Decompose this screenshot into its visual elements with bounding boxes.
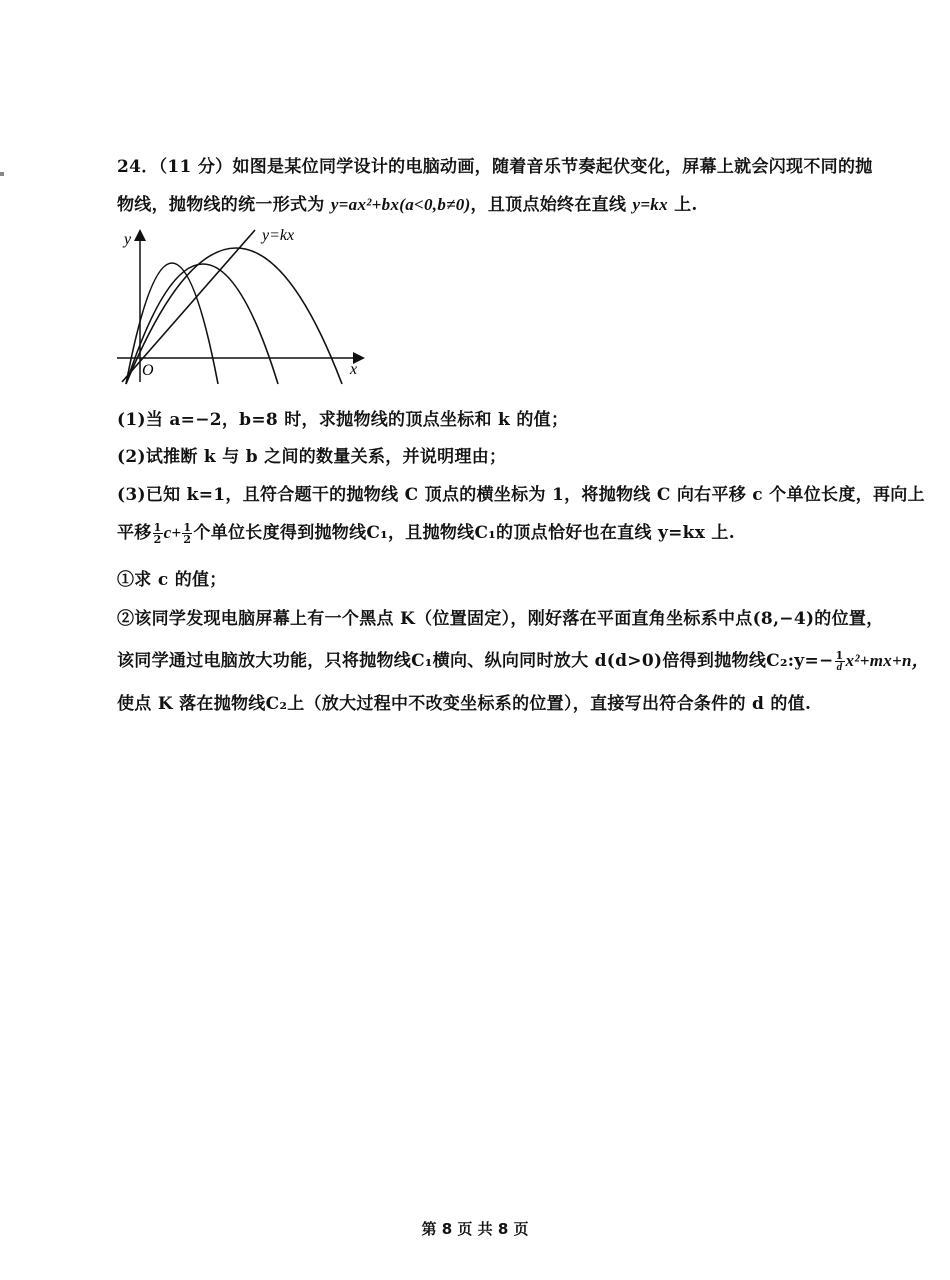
parabola-figure xyxy=(112,222,372,387)
stem-text-a: 物线，抛物线的统一形式为 xyxy=(117,195,331,215)
part-2: (2)试推断 k 与 b 之间的数量关系，并说明理由； xyxy=(117,447,507,467)
sub-question-2-line-1: ②该同学发现电脑屏幕上有一个黑点 K（位置固定），刚好落在平面直角坐标系中点(8,−4)的位置， xyxy=(117,609,884,629)
part-3-text-a: 平移 xyxy=(117,523,152,543)
fraction-half-1 xyxy=(153,522,163,545)
fraction-one-over-d xyxy=(835,650,845,673)
question-stem-line-1 xyxy=(117,152,873,177)
fraction-numerator: 1 xyxy=(183,521,192,534)
line-formula: y=kx xyxy=(632,195,668,214)
scan-mark xyxy=(0,172,4,176)
question-score: （11 分） xyxy=(158,157,233,177)
fraction-denominator: d xyxy=(836,661,843,673)
fraction-numerator: 1 xyxy=(153,521,162,534)
part-3-line-2 xyxy=(117,518,735,545)
part-3-text-c: 个单位长度得到抛物线C₁，且抛物线C₁的顶点恰好也在直线 y=kx 上. xyxy=(193,523,735,543)
question-stem-line-2 xyxy=(117,190,698,215)
stem-text-b: ，且顶点始终在直线 xyxy=(470,195,633,215)
fraction-denominator: 2 xyxy=(153,533,162,546)
sub-question-1: ①求 c 的值； xyxy=(117,570,227,590)
parabola-large xyxy=(126,248,342,384)
x-axis-label: x xyxy=(350,361,358,378)
question-number: 24． xyxy=(117,157,159,177)
parabola-formula: y=ax²+bx(a<0,b≠0) xyxy=(330,195,471,214)
sub-question-2-line-2 xyxy=(117,646,929,673)
part-3-line-1: (3)已知 k=1，且符合题干的抛物线 C 顶点的横坐标为 1，将抛物线 C 向右平移 c 个单位长度，再向上 xyxy=(117,485,925,505)
line-label: y=kx xyxy=(262,227,295,244)
figure-svg xyxy=(112,222,372,387)
origin-label: O xyxy=(142,362,154,379)
sub-2-text-b: x²+mx+n， xyxy=(845,651,930,670)
question-stem-text-1: 如图是某位同学设计的电脑动画，随着音乐节奏起伏变化，屏幕上就会闪现不同的抛 xyxy=(232,157,873,177)
fraction-denominator: 2 xyxy=(183,533,192,546)
stem-text-c: 上. xyxy=(667,195,698,215)
y-axis-label: y xyxy=(124,231,132,248)
page-footer: 第 8 页 共 8 页 xyxy=(421,1220,529,1238)
line-y-kx xyxy=(122,230,255,382)
fraction-half-2 xyxy=(182,522,192,545)
sub-2-text-a: 该同学通过电脑放大功能，只将抛物线C₁横向、纵向同时放大 d(d>0)倍得到抛物线C₂:y=− xyxy=(117,651,834,671)
part-1: (1)当 a=−2，b=8 时，求抛物线的顶点坐标和 k 的值； xyxy=(117,410,569,430)
fraction-numerator: 1 xyxy=(835,649,844,662)
part-3-text-b: c+ xyxy=(163,523,182,542)
sub-question-2-line-3: 使点 K 落在抛物线C₂上（放大过程中不改变坐标系的位置），直接写出符合条件的 d 的值. xyxy=(117,694,812,714)
